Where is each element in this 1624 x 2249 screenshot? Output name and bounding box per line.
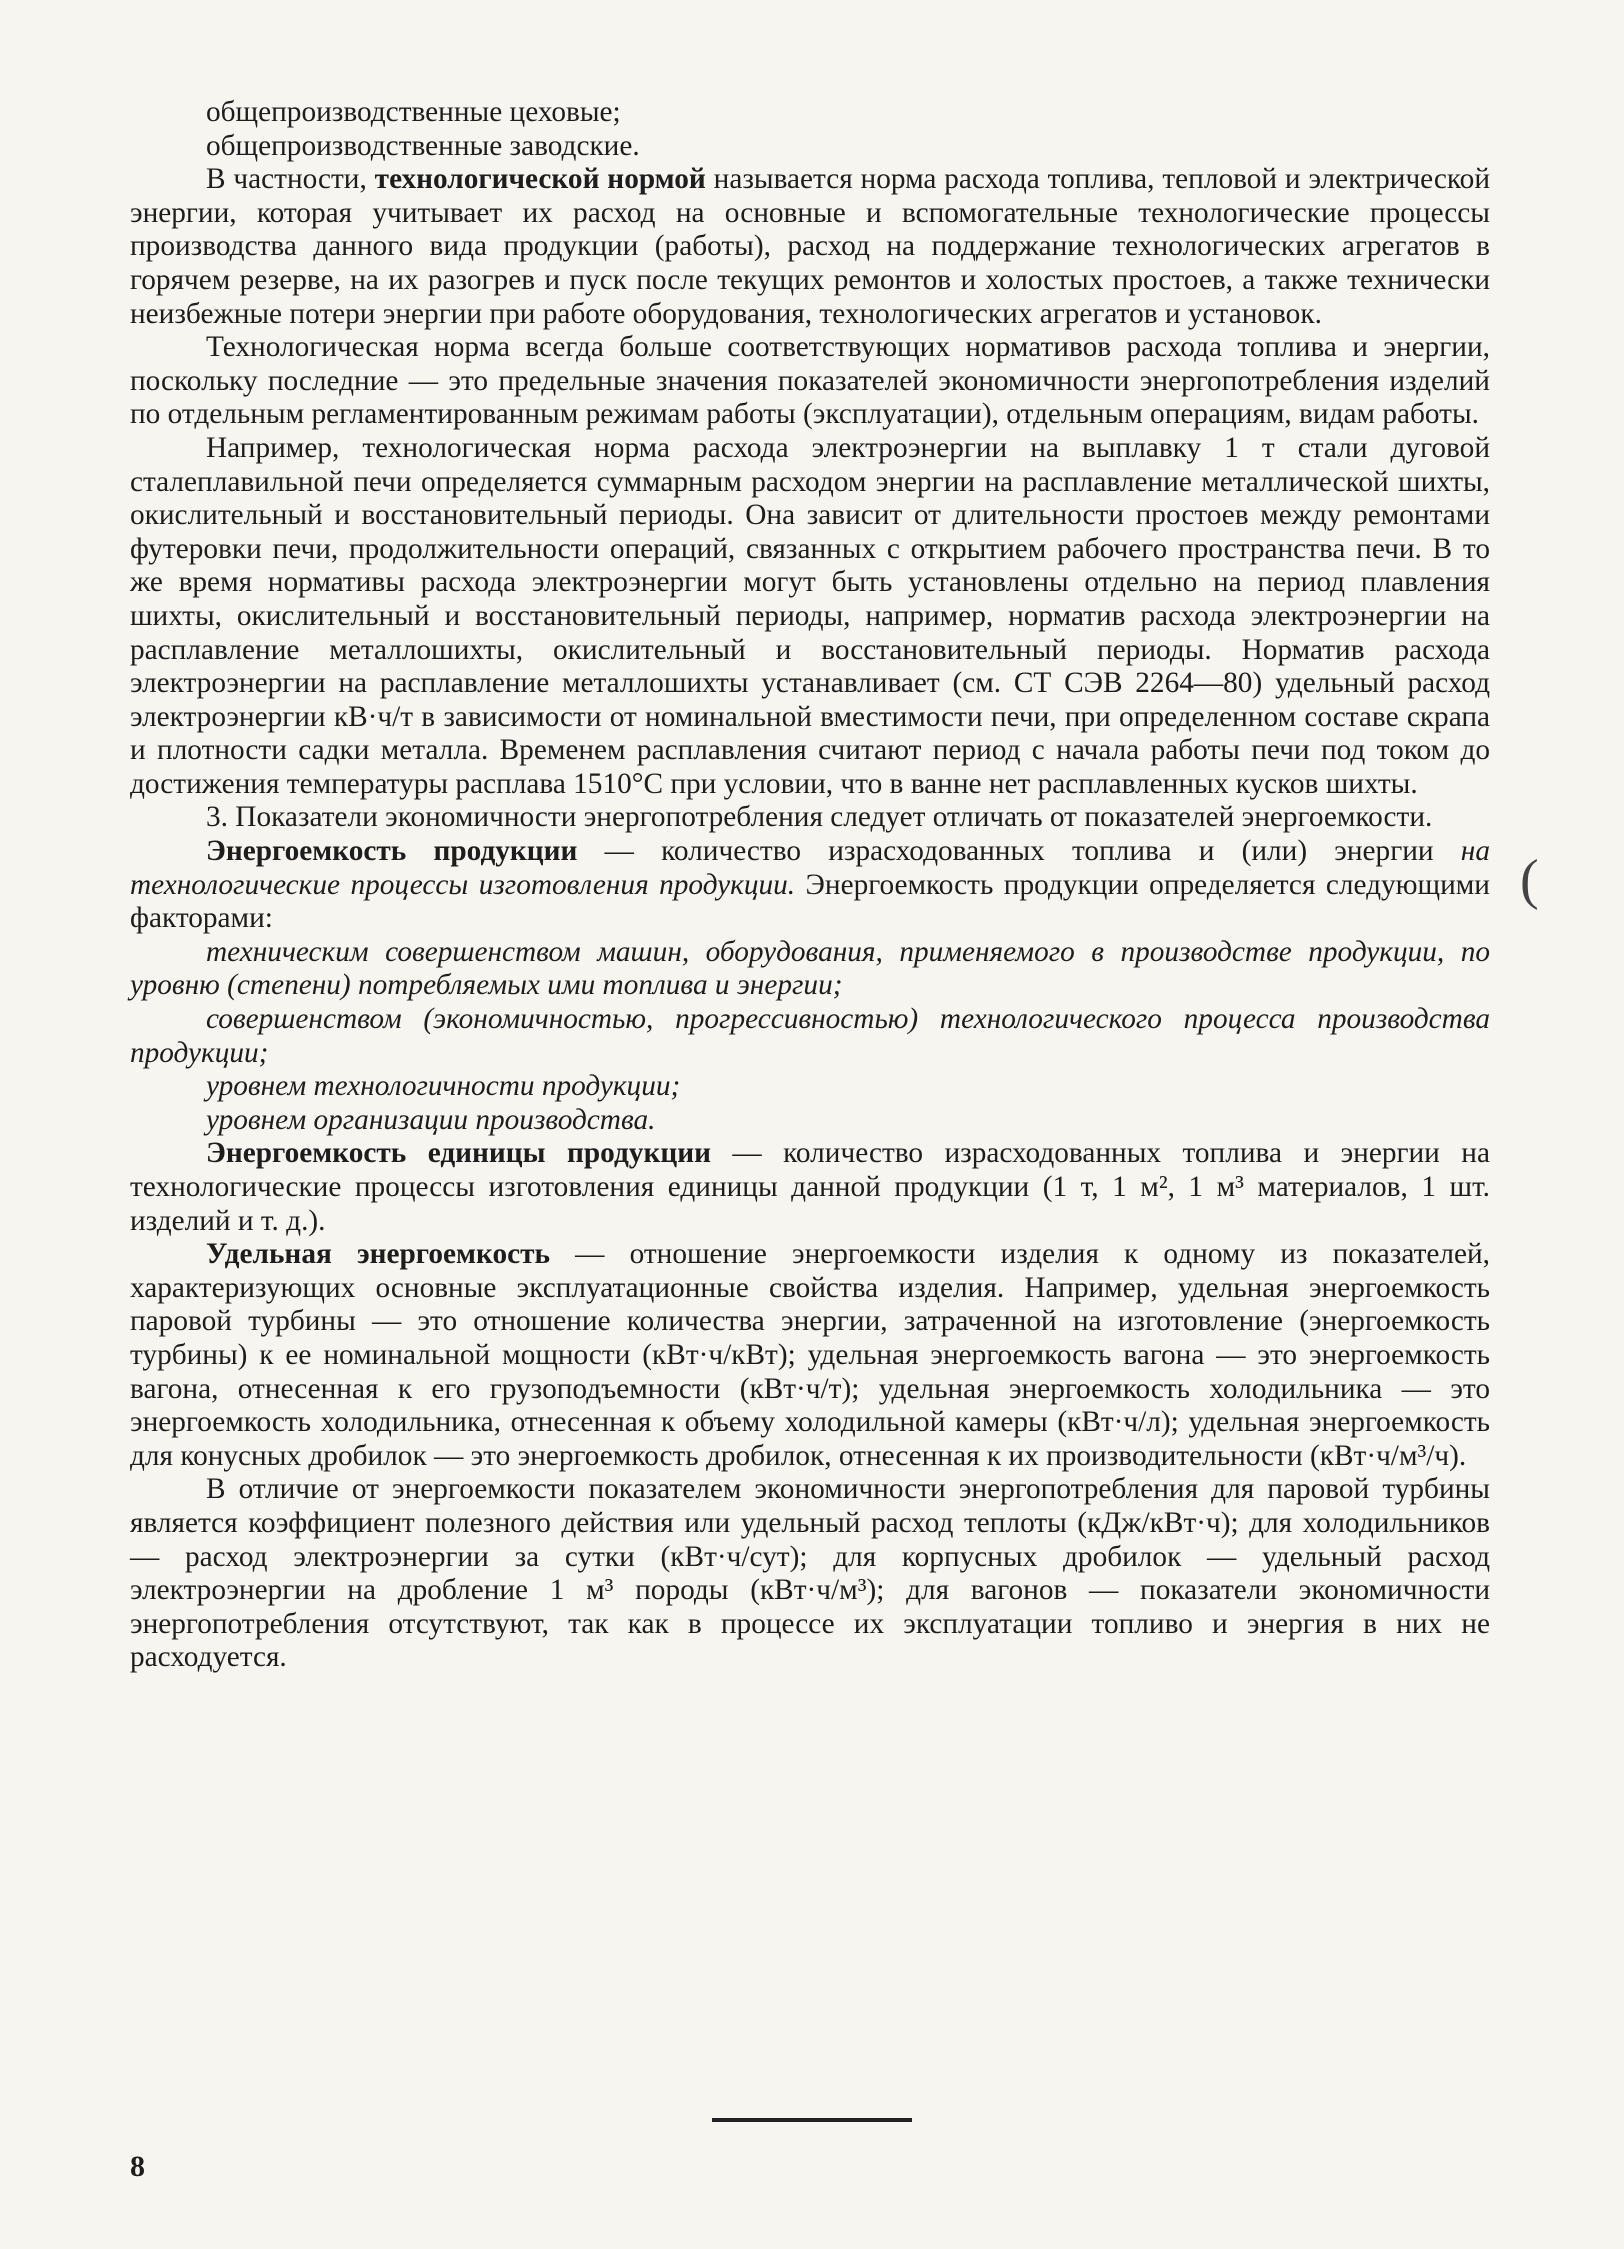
text-run-italic: на технологические процессы изготовления продукции.	[130, 835, 1490, 901]
text-run: — количество израсходованных топлива и (или) энергии	[577, 835, 1461, 868]
paragraph: Например, технологическая норма расхода электроэнергии на выплавку 1 т стали дуговой сталеплавильной печи определяется суммарным расходом энергии на расплавление металлической шихты, окислительный и восстановительный периоды. Она зависит от длительности простоев между ремонтами футеровки печи, продолжительности операций, связанных с открытием рабочего пространства печи. В то же время нормативы расхода электроэнергии могут быть установлены отдельно на период плавления шихты, окислительный и восстановительный периоды, например, норматив расхода электроэнергии на расплавление металлошихты, окислительный и восстановительный периоды. Норматив расхода электроэнергии на расплавление металлошихты устанавливает (см. СТ СЭВ 2264—80) удельный расход электроэнергии кВ·ч/т в зависимости от номинальной вместимости печи, при определенном составе скрапа и плотности садки металла. Временем расплавления считают период с начала работы печи под током до достижения температуры расплава 1510°С при условии, что в ванне нет расплавленных кусков шихты.	[130, 431, 1490, 800]
text-run: В частности,	[206, 163, 375, 196]
list-item-factor	[130, 1104, 1490, 1138]
list-item-factor	[130, 936, 1490, 1003]
paragraph-technological-norm	[130, 163, 1490, 331]
text-run: — отношение энергоемкости изделия к одному из показателей, характеризующих основные эксплуатационные свойства изделия. Например, удельная энергоемкость паровой турбины — это отношение количества энергии, затраченной на изготовление (энергоемкость турбины) к ее номинальной мощности (кВт·ч/кВт); удельная энергоемкость вагона — это энергоемкость вагона, отнесенная к его грузоподъемности (кВт·ч/т); удельная энергоемкость холодильника — это энергоемкость холодильника, отнесенная к объему холодильной камеры (кВт·ч/л); удельная энергоемкость для конусных дробилок — это энергоемкость дробилок, отнесенная к их производительности (кВт·ч/м³/ч).	[130, 1238, 1490, 1472]
list-item: общепроизводственные заводские.	[206, 129, 640, 162]
paragraph-unit-energy-intensity	[130, 1137, 1490, 1238]
paragraph-product-energy-intensity	[130, 835, 1490, 936]
margin-bracket-mark: (	[1520, 849, 1539, 911]
page-number: 8	[130, 2150, 145, 2183]
text-run-italic: уровнем организации производства.	[206, 1103, 656, 1136]
paragraph: 3. Показатели экономичности энергопотребления следует отличать от показателей энергоемкости.	[206, 801, 1433, 834]
term-product-energy-intensity: Энергоемкость продукции	[206, 835, 578, 868]
text-run: — количество израсходованных топлива и энергии на технологические процессы изготовления единицы данной продукции (1 т, 1 м², 1 м³ материалов, 1 шт. изделий и т. д.).	[130, 1137, 1490, 1237]
text-run: Энергоемкость продукции определяется следующими факторами:	[130, 868, 1490, 935]
list-item: общепроизводственные цеховые;	[206, 96, 621, 128]
text-run-italic: техническим совершенством машин, оборудования, применяемого в производстве продукции, по уровню (степени) потребляемых ими топлива и энергии;	[130, 935, 1490, 1002]
text-run-italic: совершенством (экономичностью, прогрессивностью) технологического процесса производства продукции;	[130, 1003, 1490, 1069]
term-specific-energy-intensity: Удельная энергоемкость	[206, 1238, 550, 1271]
list-item-factor	[130, 1003, 1490, 1070]
term-unit-energy-intensity: Энергоемкость единицы продукции	[206, 1137, 711, 1170]
paragraph: Технологическая норма всегда больше соответствующих нормативов расхода топлива и энергии, поскольку последние — это предельные значения показателей экономичности энергопотребления изделий по отдельным регламентированным режимам работы (эксплуатации), отдельным операциям, видам работы.	[130, 331, 1490, 431]
term-technological-norm: технологической нормой	[374, 163, 706, 196]
paragraph: В отличие от энергоемкости показателем экономичности энергопотребления для паровой турбины является коэффициент полезного действия или удельный расход теплоты (кДж/кВт·ч); для холодильников — расход электроэнергии за сутки (кВт·ч/сут); для корпусных дробилок — удельный расход электроэнергии на дробление 1 м³ породы (кВт·ч/м³); для вагонов — показатели экономичности энергопотребления отсутствуют, так как в процессе их эксплуатации топливо и энергия в них не расходуется.	[130, 1473, 1490, 1674]
paragraph-specific-energy-intensity	[130, 1238, 1490, 1473]
list-item-factor	[130, 1070, 1490, 1104]
text-run: называется норма расхода топлива, тепловой и электрической энергии, которая учитывает их расход на основные и вспомогательные технологические процессы производства данного вида продукции (работы), расход на поддержание технологических агрегатов в горячем резерве, на их разогрев и пуск после текущих ремонтов и холостых простоев, а также технически неизбежные потери энергии при работе оборудования, технологических агрегатов и установок.	[130, 163, 1490, 330]
text-run-italic: уровнем технологичности продукции;	[206, 1070, 681, 1103]
page-text	[130, 96, 1490, 1675]
section-end-rule	[712, 2118, 912, 2122]
